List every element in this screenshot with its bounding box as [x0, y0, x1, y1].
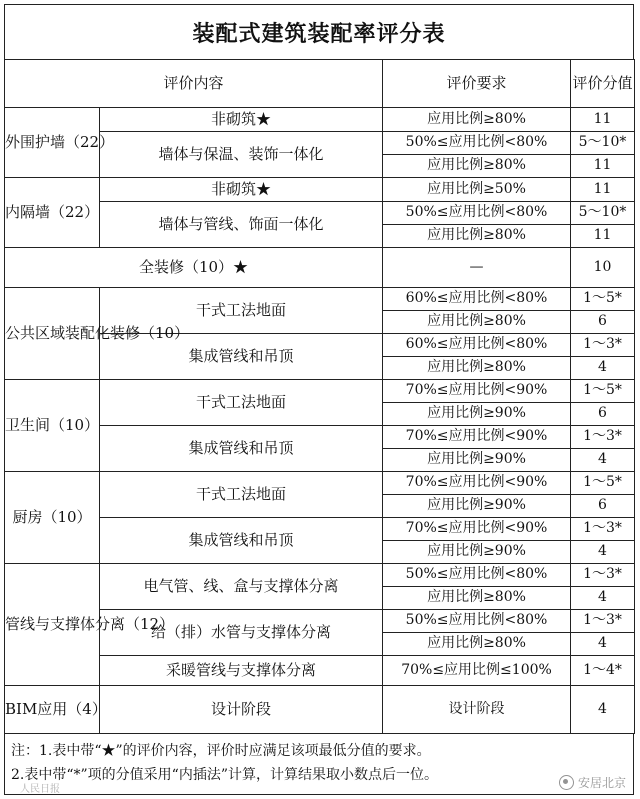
score-cell: 11 — [571, 155, 635, 178]
item-electrical-separation: 电气管、线、盒与支撑体分离 — [100, 564, 383, 610]
requirement-cell: 应用比例≥80% — [383, 587, 571, 610]
requirement-cell: 应用比例≥80% — [383, 311, 571, 334]
item-inner-wall-integration: 墙体与管线、饰面一体化 — [100, 202, 383, 248]
table-row — [5, 472, 635, 495]
table-row — [5, 380, 635, 403]
header-score: 评价分值 — [571, 60, 635, 108]
score-cell: 4 — [571, 633, 635, 656]
requirement-cell: 应用比例≥90% — [383, 495, 571, 518]
score-cell: 1～3* — [571, 518, 635, 541]
item-outer-wall-non-masonry: 非砌筑★ — [100, 108, 383, 132]
requirement-cell: 60%≤应用比例<80% — [383, 334, 571, 357]
watermark-right-text: 安居北京 — [577, 776, 626, 790]
requirement-cell: 应用比例≥50% — [383, 178, 571, 202]
table-row — [5, 686, 635, 734]
header-content: 评价内容 — [5, 60, 383, 108]
requirement-cell: 应用比例≥80% — [383, 633, 571, 656]
header-requirement: 评价要求 — [383, 60, 571, 108]
score-cell: 5～10* — [571, 132, 635, 155]
requirement-cell: 应用比例≥80% — [383, 108, 571, 132]
requirement-cell: — — [383, 248, 571, 288]
score-cell: 4 — [571, 357, 635, 380]
score-cell: 10 — [571, 248, 635, 288]
requirement-cell: 应用比例≥80% — [383, 225, 571, 248]
score-cell: 4 — [571, 449, 635, 472]
requirement-cell: 应用比例≥80% — [383, 155, 571, 178]
note-line-2: 2.表中带“*”项的分值采用“内插法”计算，计算结果取小数点后一位。 — [11, 767, 438, 783]
requirement-cell: 应用比例≥90% — [383, 541, 571, 564]
item-bim-design-stage: 设计阶段 — [100, 686, 383, 734]
score-cell: 11 — [571, 178, 635, 202]
table-row — [5, 288, 635, 311]
score-cell: 1～5* — [571, 380, 635, 403]
category-pipeline-separation: 管线与支撑体分离（12） — [5, 564, 100, 686]
requirement-cell: 60%≤应用比例<80% — [383, 288, 571, 311]
score-cell: 1～3* — [571, 564, 635, 587]
score-cell: 1～5* — [571, 288, 635, 311]
category-kitchen: 厨房（10） — [5, 472, 100, 564]
requirement-cell: 50%≤应用比例<80% — [383, 132, 571, 155]
item-kitchen-dry-floor: 干式工法地面 — [100, 472, 383, 518]
item-public-integrated-ceiling: 集成管线和吊顶 — [100, 334, 383, 380]
score-cell: 1～5* — [571, 472, 635, 495]
item-bathroom-dry-floor: 干式工法地面 — [100, 380, 383, 426]
table-title: 装配式建筑装配率评分表 — [4, 4, 634, 59]
table-row — [5, 564, 635, 587]
item-public-dry-floor: 干式工法地面 — [100, 288, 383, 334]
requirement-cell: 70%≤应用比例≤100% — [383, 656, 571, 686]
watermark-left — [20, 780, 60, 795]
score-cell: 1～3* — [571, 610, 635, 633]
item-inner-wall-non-masonry: 非砌筑★ — [100, 178, 383, 202]
score-cell: 6 — [571, 403, 635, 426]
table-notes — [4, 733, 634, 795]
requirement-cell: 70%≤应用比例<90% — [383, 472, 571, 495]
category-full-decoration: 全装修（10）★ — [5, 248, 383, 288]
table-row — [5, 178, 635, 202]
requirement-cell: 50%≤应用比例<80% — [383, 564, 571, 587]
item-water-pipe-separation: 给（排）水管与支撑体分离 — [100, 610, 383, 656]
category-inner-wall: 内隔墙（22） — [5, 178, 100, 248]
requirement-cell: 应用比例≥90% — [383, 403, 571, 426]
table-row — [5, 656, 635, 686]
category-public-area: 公共区域装配化装修（10） — [5, 288, 100, 380]
item-kitchen-integrated-ceiling: 集成管线和吊顶 — [100, 518, 383, 564]
score-cell: 5～10* — [571, 202, 635, 225]
category-bim: BIM应用（4） — [5, 686, 100, 734]
score-cell: 1～3* — [571, 426, 635, 449]
table-header-row — [5, 60, 635, 108]
category-bathroom: 卫生间（10） — [5, 380, 100, 472]
requirement-cell: 应用比例≥90% — [383, 449, 571, 472]
requirement-cell: 70%≤应用比例<90% — [383, 518, 571, 541]
wechat-icon — [559, 775, 574, 790]
table-row — [5, 248, 635, 288]
requirement-cell: 70%≤应用比例<90% — [383, 380, 571, 403]
requirement-cell: 应用比例≥80% — [383, 357, 571, 380]
score-cell: 1～3* — [571, 334, 635, 357]
table-row — [5, 108, 635, 132]
requirement-cell: 50%≤应用比例<80% — [383, 202, 571, 225]
requirement-cell: 50%≤应用比例<80% — [383, 610, 571, 633]
note-line-1: 注：1.表中带“★”的评价内容，评价时应满足该项最低分值的要求。 — [11, 743, 431, 759]
watermark-left-text: 人民日报 — [20, 784, 60, 795]
requirement-cell: 设计阶段 — [383, 686, 571, 734]
table-row — [5, 518, 635, 541]
item-heating-separation: 采暖管线与支撑体分离 — [100, 656, 383, 686]
score-cell: 11 — [571, 108, 635, 132]
score-table — [4, 59, 635, 734]
score-cell: 6 — [571, 311, 635, 334]
score-cell: 1～4* — [571, 656, 635, 686]
item-bathroom-integrated-ceiling: 集成管线和吊顶 — [100, 426, 383, 472]
score-cell: 4 — [571, 541, 635, 564]
score-cell: 4 — [571, 587, 635, 610]
watermark-right — [559, 774, 626, 791]
item-outer-wall-integration: 墙体与保温、装饰一体化 — [100, 132, 383, 178]
score-cell: 4 — [571, 686, 635, 734]
score-cell: 11 — [571, 225, 635, 248]
requirement-cell: 70%≤应用比例<90% — [383, 426, 571, 449]
score-cell: 6 — [571, 495, 635, 518]
category-outer-wall: 外围护墙（22） — [5, 108, 100, 178]
